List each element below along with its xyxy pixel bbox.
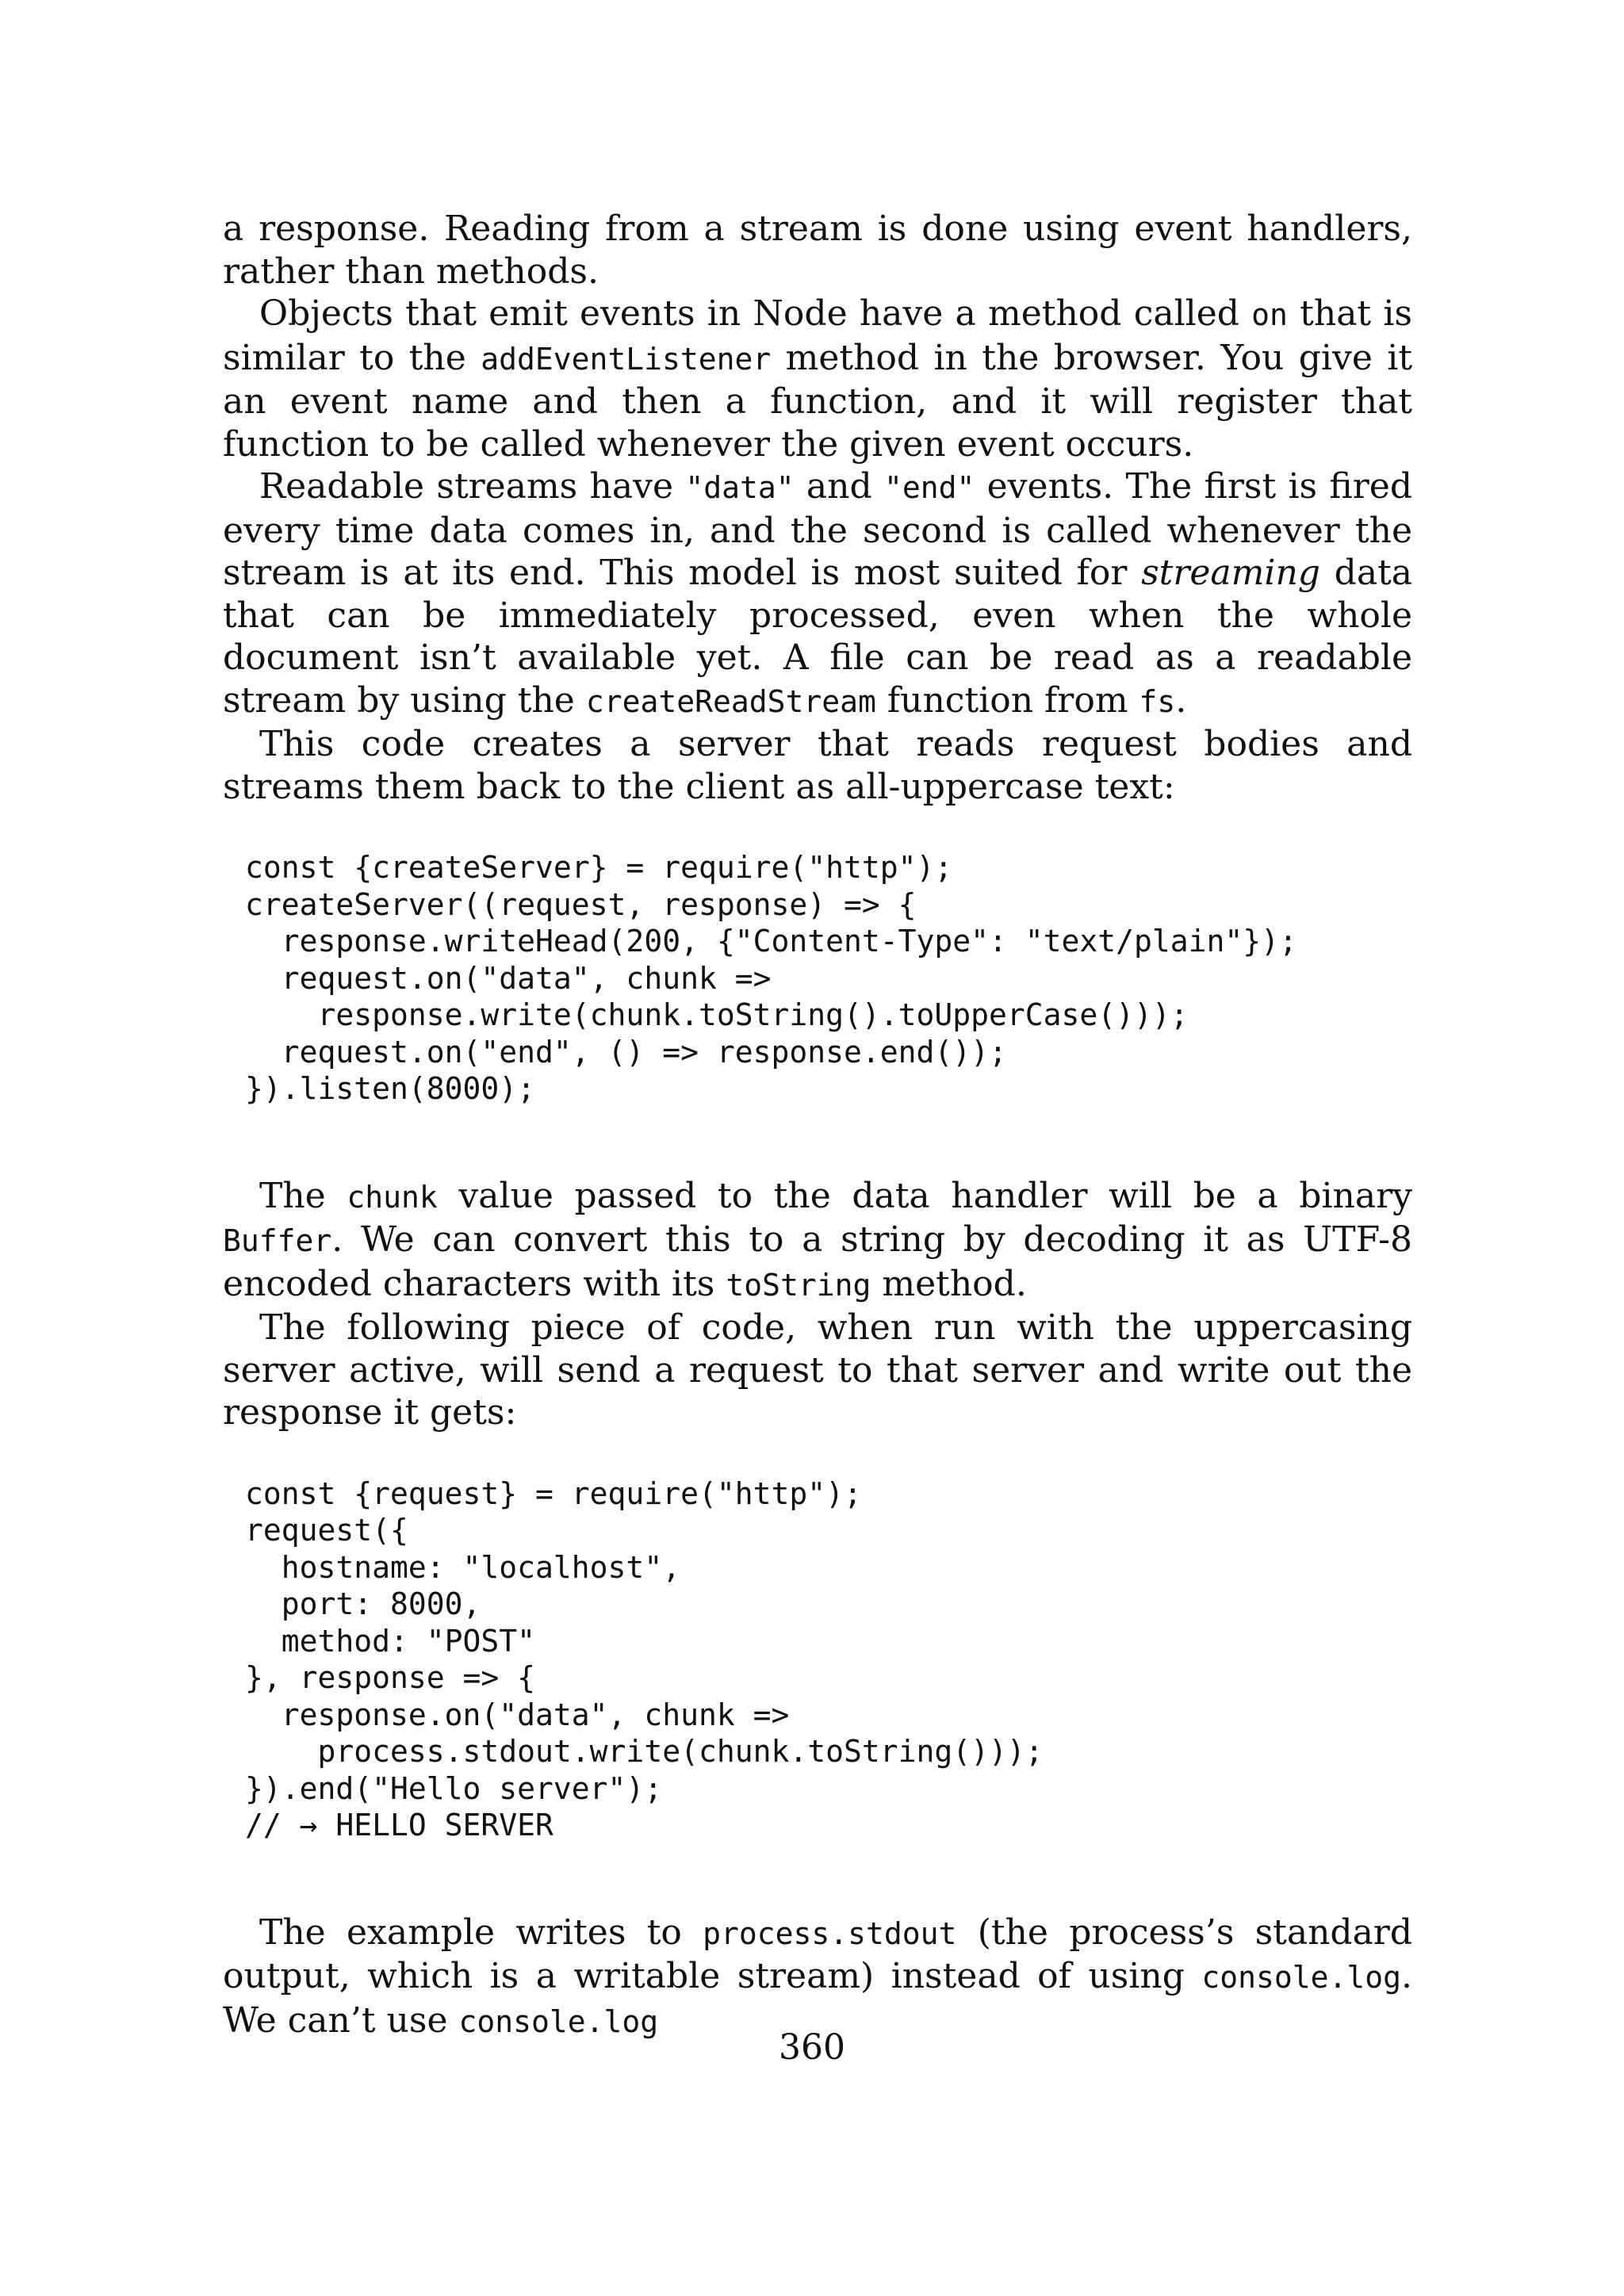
text-run: . We can convert this to a string by decoding it as UTF-8 encoded characters with its [223, 1219, 1412, 1304]
inline-code-console-log-2: console.log [458, 2003, 659, 2039]
emphasis-streaming: streaming [1141, 553, 1320, 593]
inline-code-data-event: "data" [685, 470, 795, 505]
page-number: 360 [779, 2027, 845, 2068]
inline-code-Buffer: Buffer [223, 1223, 332, 1258]
text-run: value passed to the data handler will be a binary [437, 1175, 1412, 1216]
inline-code-end-event: "end" [883, 470, 975, 505]
paragraph-stream-reading [223, 208, 1412, 293]
text-run: The [259, 1175, 347, 1216]
page-body [223, 208, 1412, 2043]
inline-code-chunk: chunk [347, 1179, 438, 1215]
inline-code-toString: toString [726, 1267, 871, 1303]
inline-code-console-log: console.log [1201, 1960, 1401, 1995]
inline-code-on: on [1251, 297, 1288, 332]
paragraph-text: a response. Reading from a stream is done using event handlers, rather than methods. [223, 209, 1412, 292]
inline-code-createReadStream: createReadStream [585, 683, 876, 719]
text-run: The example writes to [259, 1911, 703, 1953]
paragraph-server-intro [223, 723, 1412, 808]
inline-code-fs: fs [1139, 683, 1176, 719]
paragraph-event-emitters [223, 293, 1412, 465]
text-run: . We can’t use [223, 1956, 1412, 2041]
text-run: function from [875, 679, 1139, 721]
text-run: that is similar to the [223, 293, 1413, 378]
code-block-uppercase-server: const {createServer} = require("http"); createServer((request, response) => { response.writeHead(200, {"Content-Type": "text/plain"}); request.on("data", chunk => response.write(chunk.toString().toUpperCase())); request.on("end", () => response.end()); }).listen(8000); [245, 850, 1297, 1106]
text-run: method. [871, 1263, 1027, 1304]
text-run: Objects that emit events in Node have a method called [259, 293, 1252, 334]
inline-code-addEventListener: addEventListener [481, 341, 772, 377]
text-run: Readable streams have [259, 466, 686, 507]
paragraph-readable-streams [223, 465, 1412, 723]
text-run: method in the browser. You give it an event name and then a function, and it will register that function to be called whenever the given event occurs. [223, 337, 1412, 465]
code-block-request-client: const {request} = require("http"); request({ hostname: "localhost", port: 8000, method: "POST" }, response => { response.on("data", chunk => process.stdout.write(chunk.toString())); }).end("Hello server"); // → HELLO SERVER [245, 1475, 1044, 1843]
paragraph-chunk-buffer [223, 1175, 1412, 1307]
paragraph-text: The following piece of code, when run with the uppercasing server active, will send a request to that server and write out the response it gets: [223, 1307, 1412, 1433]
paragraph-text: This code creates a server that reads request bodies and streams them back to the client as all-uppercase text: [223, 724, 1412, 807]
text-run: . [1175, 679, 1187, 721]
text-run: and [794, 466, 884, 507]
text-run: data that can be immediately processed, even when the whole document isn’t available yet. A file can be read as a readable stream by using the [223, 553, 1412, 721]
paragraph-stdout [223, 1911, 1412, 2044]
text-run: (the process’s standard output, which is a writable stream) instead of using [223, 1911, 1412, 1996]
paragraph-request-intro [223, 1307, 1412, 1434]
inline-code-process-stdout: process.stdout [703, 1915, 957, 1951]
text-run: events. The first is fired every time data comes in, and the second is called whenever the stream is at its end. This model is most suited for [223, 466, 1412, 593]
